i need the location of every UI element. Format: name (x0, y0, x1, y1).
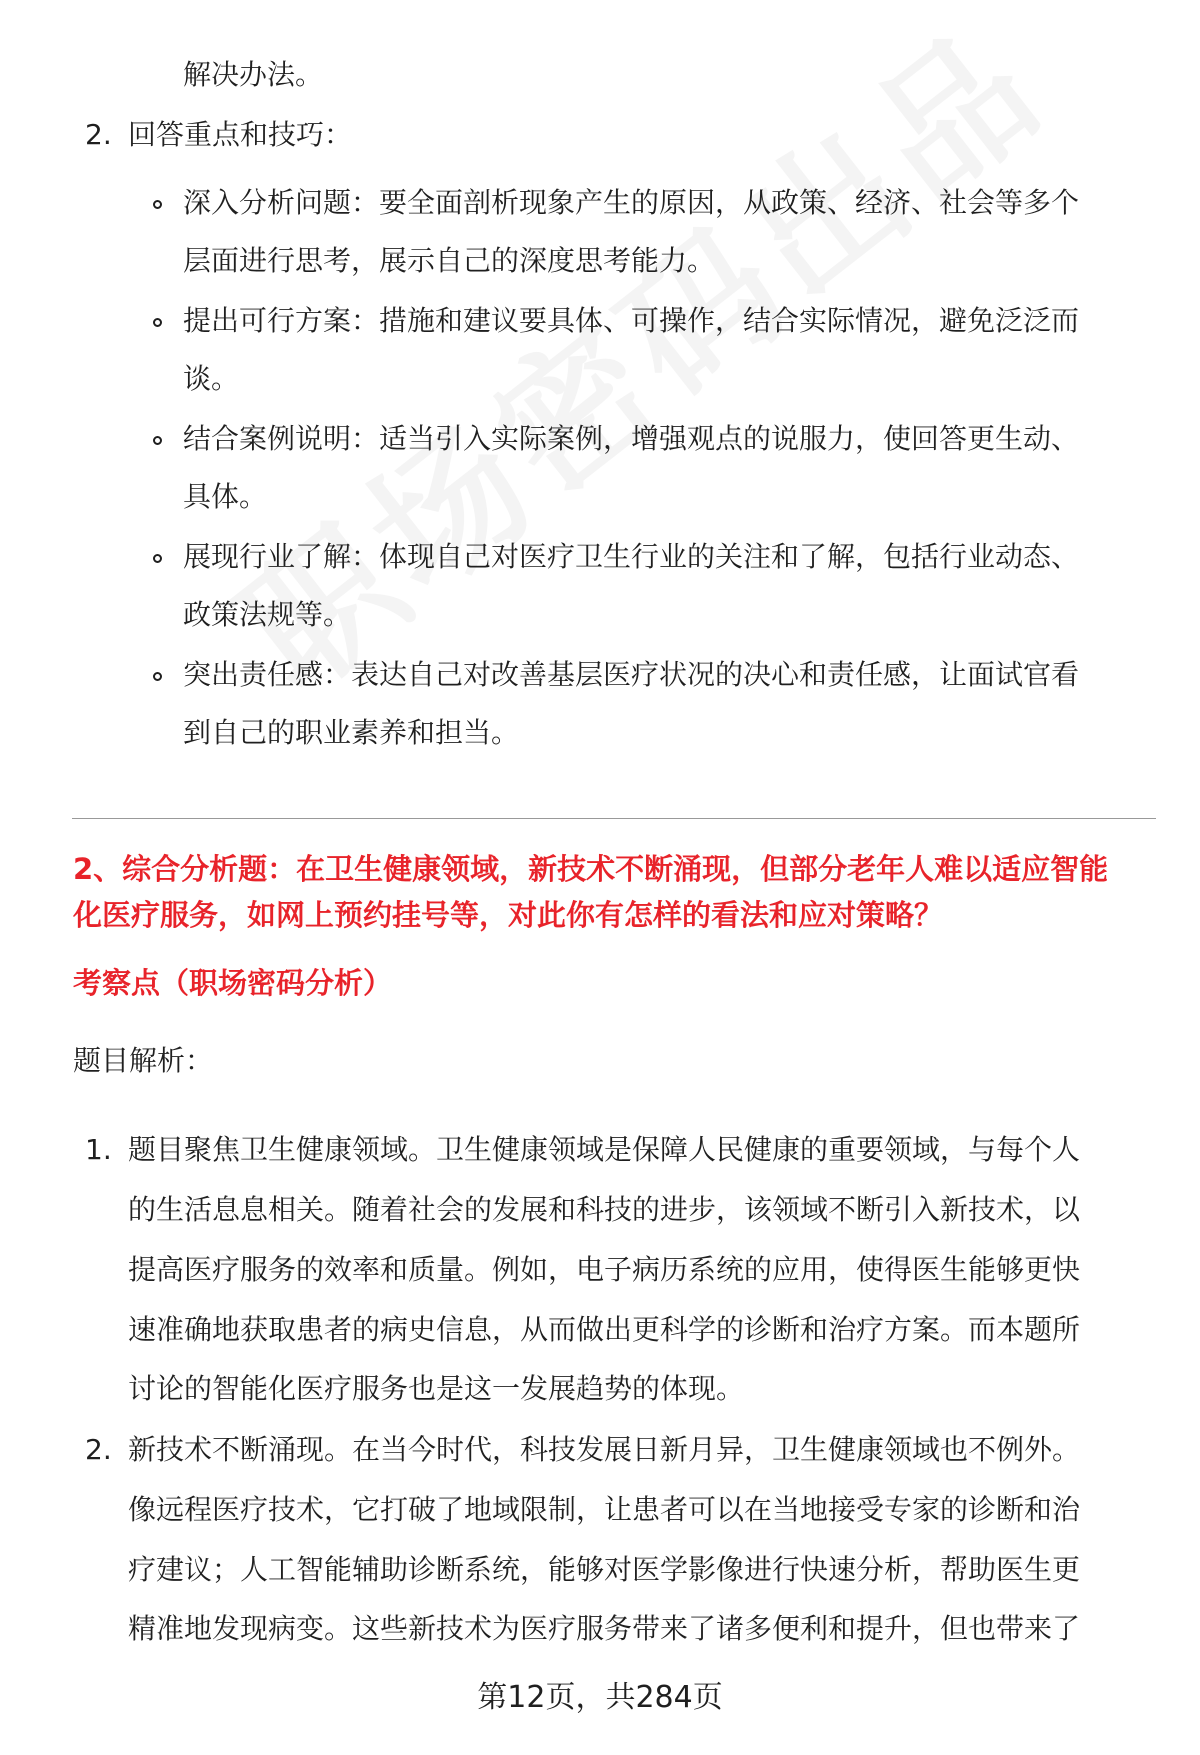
bullet-line: 政策法规等。 (183, 598, 352, 631)
hollow-bullet-icon (153, 436, 162, 445)
paragraph-line: 精准地发现病变。这些新技术为医疗服务带来了诸多便利和提升，但也带来了 (128, 1612, 1081, 1645)
paragraph-line: 像远程医疗技术，它打破了地域限制，让患者可以在当地接受专家的诊断和治 (128, 1493, 1081, 1526)
bullet-line: 具体。 (183, 480, 268, 513)
bullet-line: 展现行业了解：体现自己对医疗卫生行业的关注和了解，包括行业动态、 (183, 540, 1080, 573)
paragraph-line: 题目聚焦卫生健康领域。卫生健康领域是保障人民健康的重要领域，与每个人 (128, 1133, 1081, 1166)
paragraph-line: 新技术不断涌现。在当今时代，科技发展日新月异，卫生健康领域也不例外。 (128, 1433, 1081, 1466)
bullet-line: 突出责任感：表达自己对改善基层医疗状况的决心和责任感，让面试官看 (183, 658, 1080, 691)
list-number: 2. (85, 118, 112, 151)
list-number: 2. (85, 1433, 112, 1466)
section-subtitle: 考察点（职场密码分析） (73, 966, 393, 1000)
list-item-label: 回答重点和技巧： (128, 118, 353, 151)
continued-text: 解决办法。 (183, 58, 324, 91)
bullet-line: 谈。 (183, 362, 240, 395)
question-title: 2、综合分析题：在卫生健康领域，新技术不断涌现，但部分老年人难以适应智能 (73, 852, 1109, 886)
paragraph-line: 的生活息息相关。随着社会的发展和科技的进步，该领域不断引入新技术，以 (128, 1193, 1081, 1226)
hollow-bullet-icon (153, 200, 162, 209)
list-number: 1. (85, 1133, 112, 1166)
page-number: 第12页，共284页 (477, 1680, 723, 1715)
paragraph-line: 讨论的智能化医疗服务也是这一发展趋势的体现。 (128, 1372, 745, 1405)
paragraph-line: 疗建议；人工智能辅助诊断系统，能够对医学影像进行快速分析，帮助医生更 (128, 1553, 1081, 1586)
bullet-line: 提出可行方案：措施和建议要具体、可操作，结合实际情况，避免泛泛而 (183, 304, 1080, 337)
bullet-line: 层面进行思考，展示自己的深度思考能力。 (183, 244, 716, 277)
hollow-bullet-icon (153, 318, 162, 327)
paragraph-line: 速准确地获取患者的病史信息，从而做出更科学的诊断和治疗方案。而本题所 (128, 1313, 1081, 1346)
paragraph-line: 提高医疗服务的效率和质量。例如，电子病历系统的应用，使得医生能够更快 (128, 1253, 1081, 1286)
bullet-line: 结合案例说明：适当引入实际案例，增强观点的说服力，使回答更生动、 (183, 422, 1080, 455)
question-title: 化医疗服务，如网上预约挂号等，对此你有怎样的看法和应对策略？ (73, 898, 944, 932)
bullet-line: 深入分析问题：要全面剖析现象产生的原因，从政策、经济、社会等多个 (183, 186, 1080, 219)
bullet-line: 到自己的职业素养和担当。 (183, 716, 520, 749)
hollow-bullet-icon (153, 554, 162, 563)
hollow-bullet-icon (153, 672, 162, 681)
section-divider (72, 818, 1156, 819)
analysis-label: 题目解析： (73, 1044, 214, 1077)
